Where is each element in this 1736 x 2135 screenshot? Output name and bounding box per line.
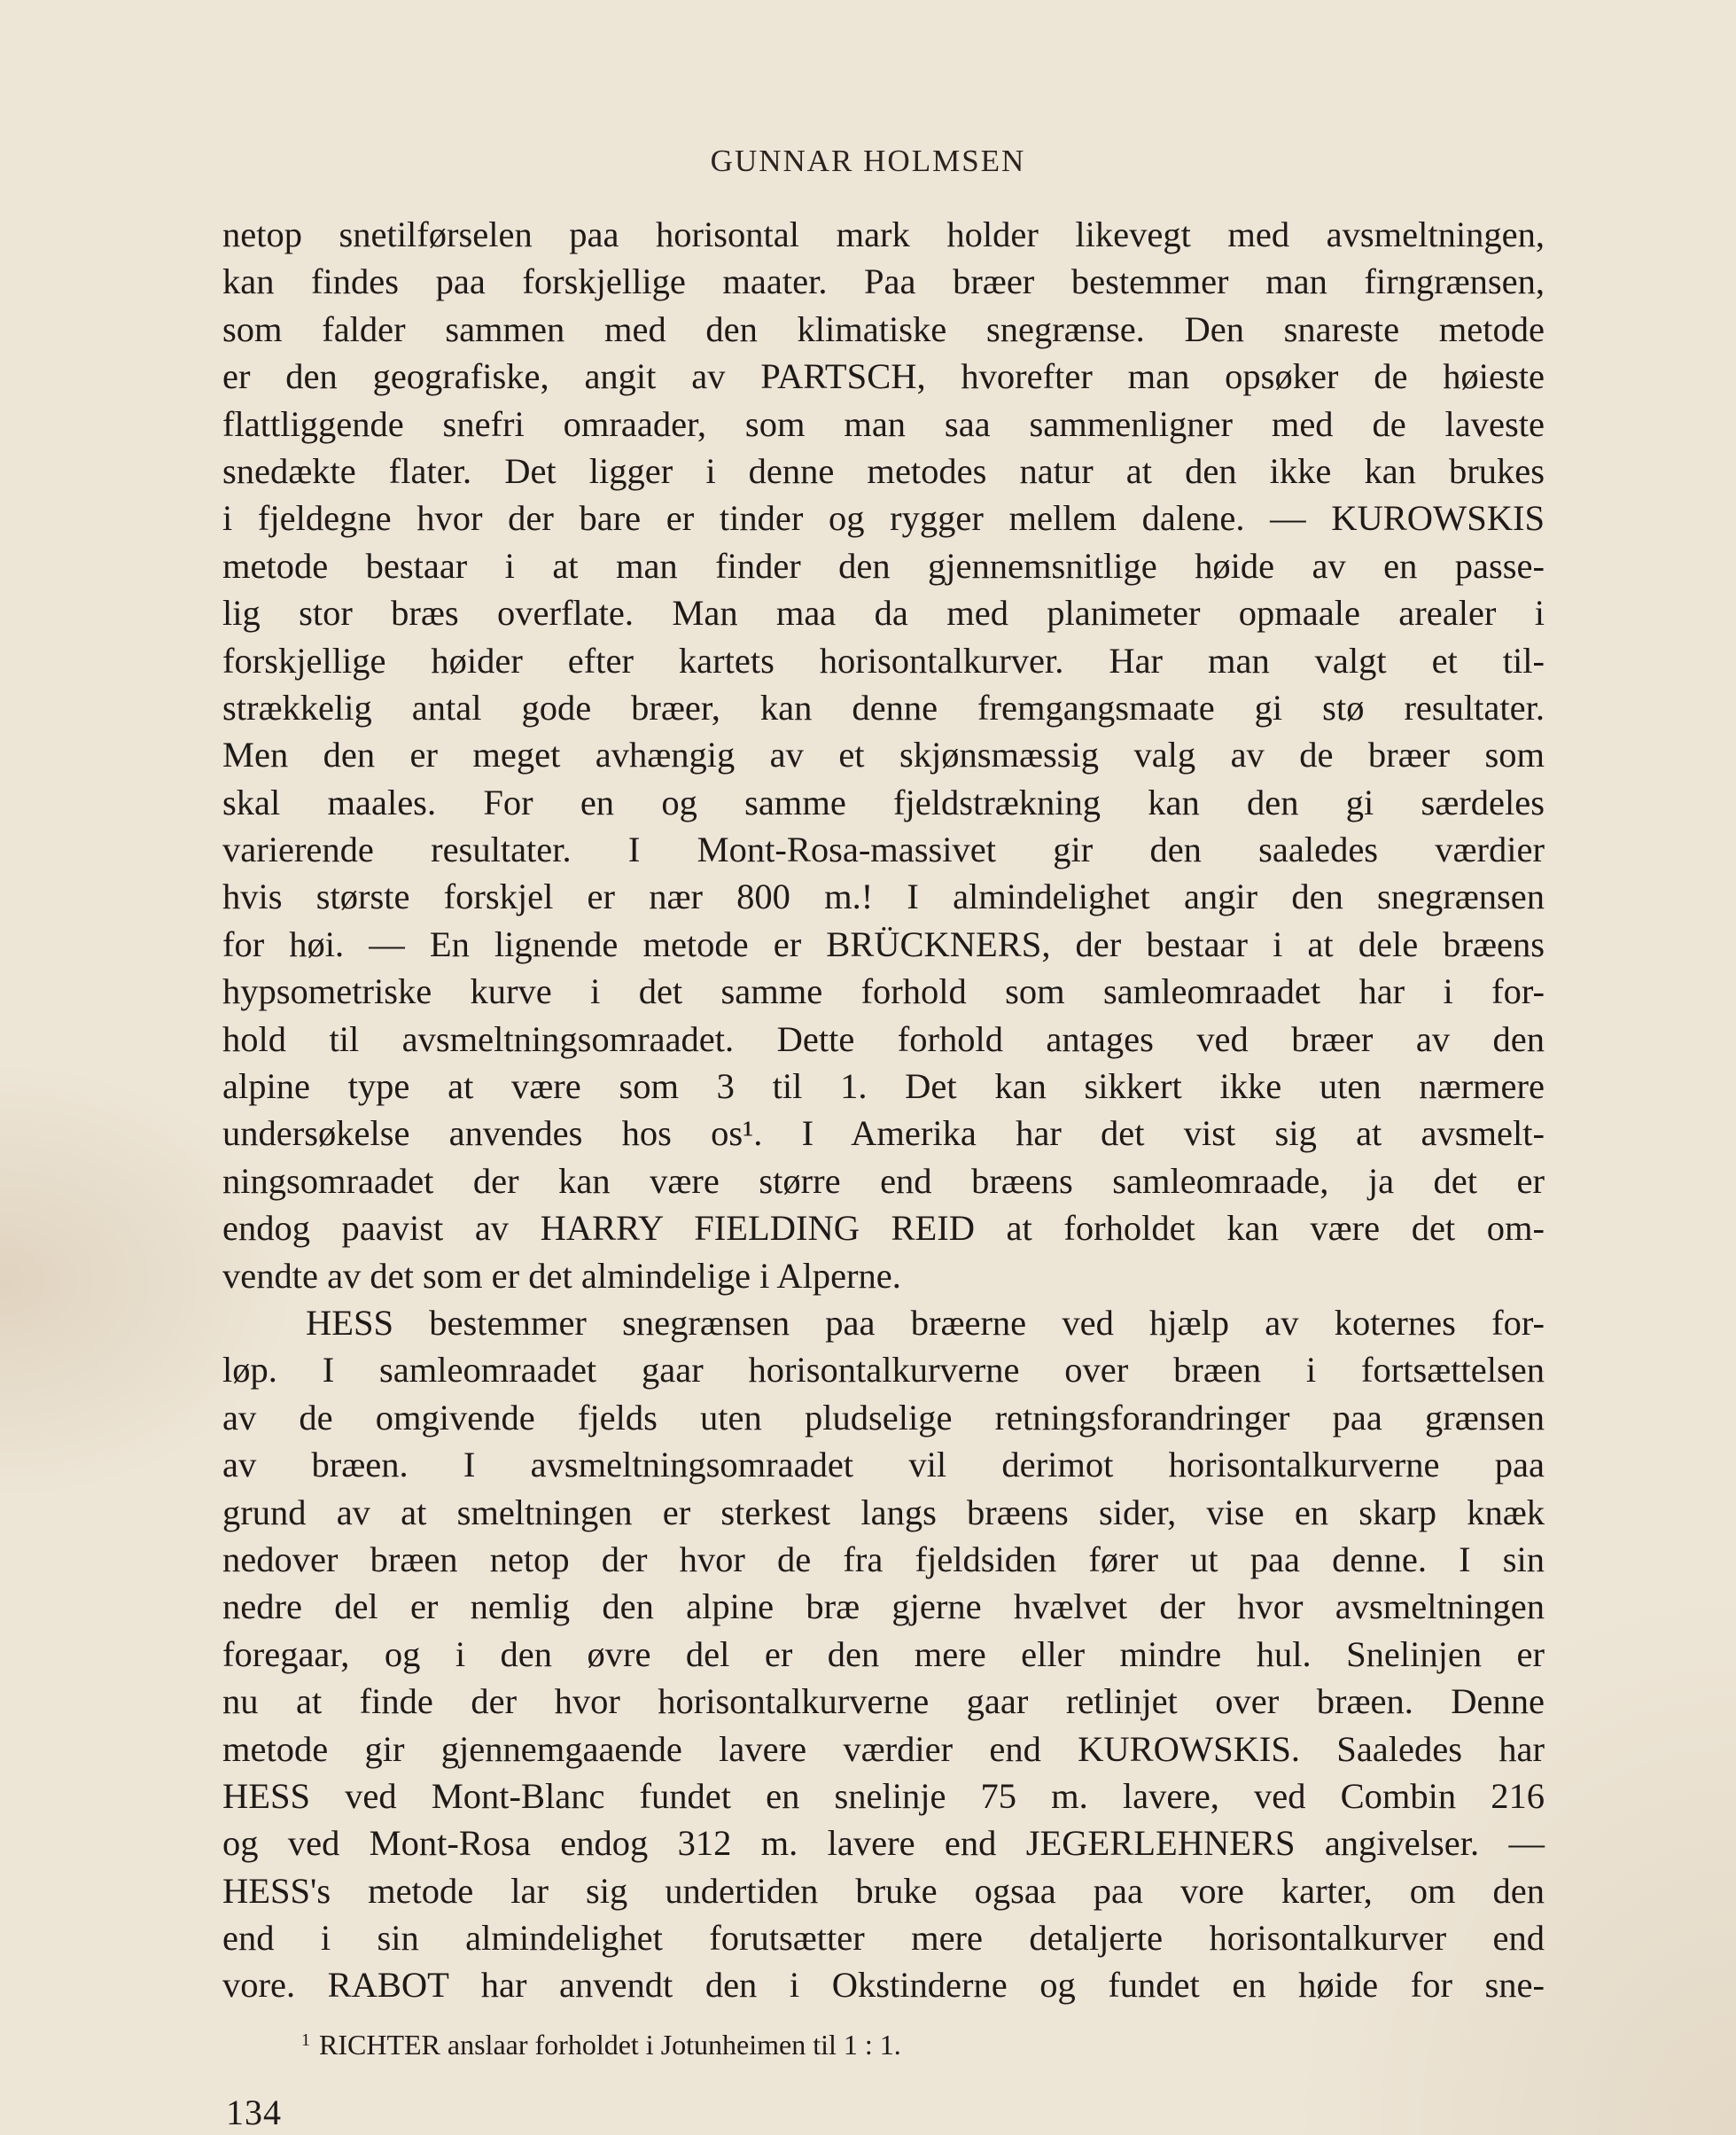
text-line: flattliggende snefri omraader, som man saa sammenligner med de laveste — [222, 403, 1545, 444]
text-line: end i sin almindelighet forutsætter mere detaljerte horisontalkurver end — [222, 1918, 1545, 1959]
text-line: HESS ved Mont-Blanc fundet en snelinje 75 m. lavere, ved Combin 216 — [222, 1775, 1545, 1816]
text-line: grund av at smeltningen er sterkest langs bræens sider, vise en skarp knæk — [222, 1492, 1545, 1532]
text-line: strækkelig antal gode bræer, kan denne fremgangsmaate gi stø resultater. — [222, 687, 1545, 728]
text-line: hold til avsmeltningsomraadet. Dette forhold antages ved bræer av den — [222, 1018, 1545, 1059]
text-line: forskjellige høider efter kartets horisontalkurver. Har man valgt et til- — [222, 640, 1545, 681]
text-line: for høi. — En lignende metode er BRÜCKNERS, der bestaar i at dele bræens — [222, 923, 1545, 964]
body-text — [222, 211, 1545, 2009]
text-line: i fjeldegne hvor der bare er tinder og rygger mellem dalene. — KUROWSKIS — [222, 498, 1545, 539]
text-line: kan findes paa forskjellige maater. Paa bræer bestemmer man firngrænsen, — [222, 261, 1545, 302]
text-line: hvis største forskjel er nær 800 m.! I almindelighet angir den snegrænsen — [222, 877, 1545, 917]
text-line: metode bestaar i at man finder den gjennemsnitlige høide av en passe- — [222, 545, 1545, 586]
text-line: som falder sammen med den klimatiske snegrænse. Den snareste metode — [222, 308, 1545, 349]
text-line: lig stor bræs overflate. Man maa da med planimeter opmaale arealer i — [222, 593, 1545, 634]
text-line: og ved Mont-Rosa endog 312 m. lavere end JEGERLEHNERS angivelser. — — [222, 1823, 1545, 1864]
text-line: undersøkelse anvendes hos os¹. I Amerika har det vist sig at avsmelt- — [222, 1113, 1545, 1154]
text-line: metode gir gjennemgaaende lavere værdier end KUROWSKIS. Saaledes har — [222, 1728, 1545, 1769]
text-line: ningsomraadet der kan være større end bræens samleomraade, ja det er — [222, 1160, 1545, 1201]
text-line: alpine type at være som 3 til 1. Det kan sikkert ikke uten nærmere — [222, 1066, 1545, 1107]
text-line: vendte av det som er det almindelige i Alperne. — [222, 1255, 901, 1296]
running-header: GUNNAR HOLMSEN — [710, 144, 1026, 178]
text-line: skal maales. For en og samme fjeldstrækning kan den gi særdeles — [222, 782, 1545, 822]
text-line: netop snetilførselen paa horisontal mark holder likevegt med avsmeltningen, — [222, 214, 1545, 254]
footnote-text: RICHTER anslaar forholdet i Jotunheimen til 1 : 1. — [319, 2029, 901, 2061]
text-line: Men den er meget avhængig av et skjønsmæssig valg av de bræer som — [222, 735, 1545, 775]
page-number: 134 — [226, 2092, 282, 2132]
footnote-marker: 1 — [301, 2030, 310, 2050]
text-line: endog paavist av HARRY FIELDING REID at forholdet kan være det om- — [222, 1208, 1545, 1249]
text-line: av bræen. I avsmeltningsomraadet vil derimot horisontalkurverne paa — [222, 1445, 1545, 1485]
text-line: er den geografiske, angit av PARTSCH, hvorefter man opsøker de høieste — [222, 356, 1545, 397]
text-line: nedover bræen netop der hvor de fra fjeldsiden fører ut paa denne. I sin — [222, 1539, 1545, 1579]
text-line: vore. RABOT har anvendt den i Okstinderne og fundet en høide for sne- — [222, 1965, 1545, 2006]
text-line: hypsometriske kurve i det samme forhold som samleomraadet har i for- — [222, 971, 1545, 1012]
text-line: HESS's metode lar sig undertiden bruke ogsaa paa vore karter, om den — [222, 1870, 1545, 1911]
text-line: HESS bestemmer snegrænsen paa bræerne ved hjælp av koternes for- — [306, 1302, 1545, 1343]
text-line: av de omgivende fjelds uten pludselige retningsforandringer paa grænsen — [222, 1397, 1545, 1438]
text-line: foregaar, og i den øvre del er den mere eller mindre hul. Snelinjen er — [222, 1633, 1545, 1674]
text-line: løp. I samleomraadet gaar horisontalkurverne over bræen i fortsættelsen — [222, 1350, 1545, 1391]
text-line: nedre del er nemlig den alpine bræ gjerne hvælvet der hvor avsmeltningen — [222, 1586, 1545, 1627]
paragraph-2 — [222, 1299, 1545, 2009]
footnote — [301, 2022, 901, 2062]
text-line: nu at finde der hvor horisontalkurverne gaar retlinjet over bræen. Denne — [222, 1681, 1545, 1722]
paragraph-1 — [222, 211, 1545, 1299]
text-line: varierende resultater. I Mont-Rosa-massivet gir den saaledes værdier — [222, 830, 1545, 870]
text-line: snedækte flater. Det ligger i denne metodes natur at den ikke kan brukes — [222, 450, 1545, 491]
